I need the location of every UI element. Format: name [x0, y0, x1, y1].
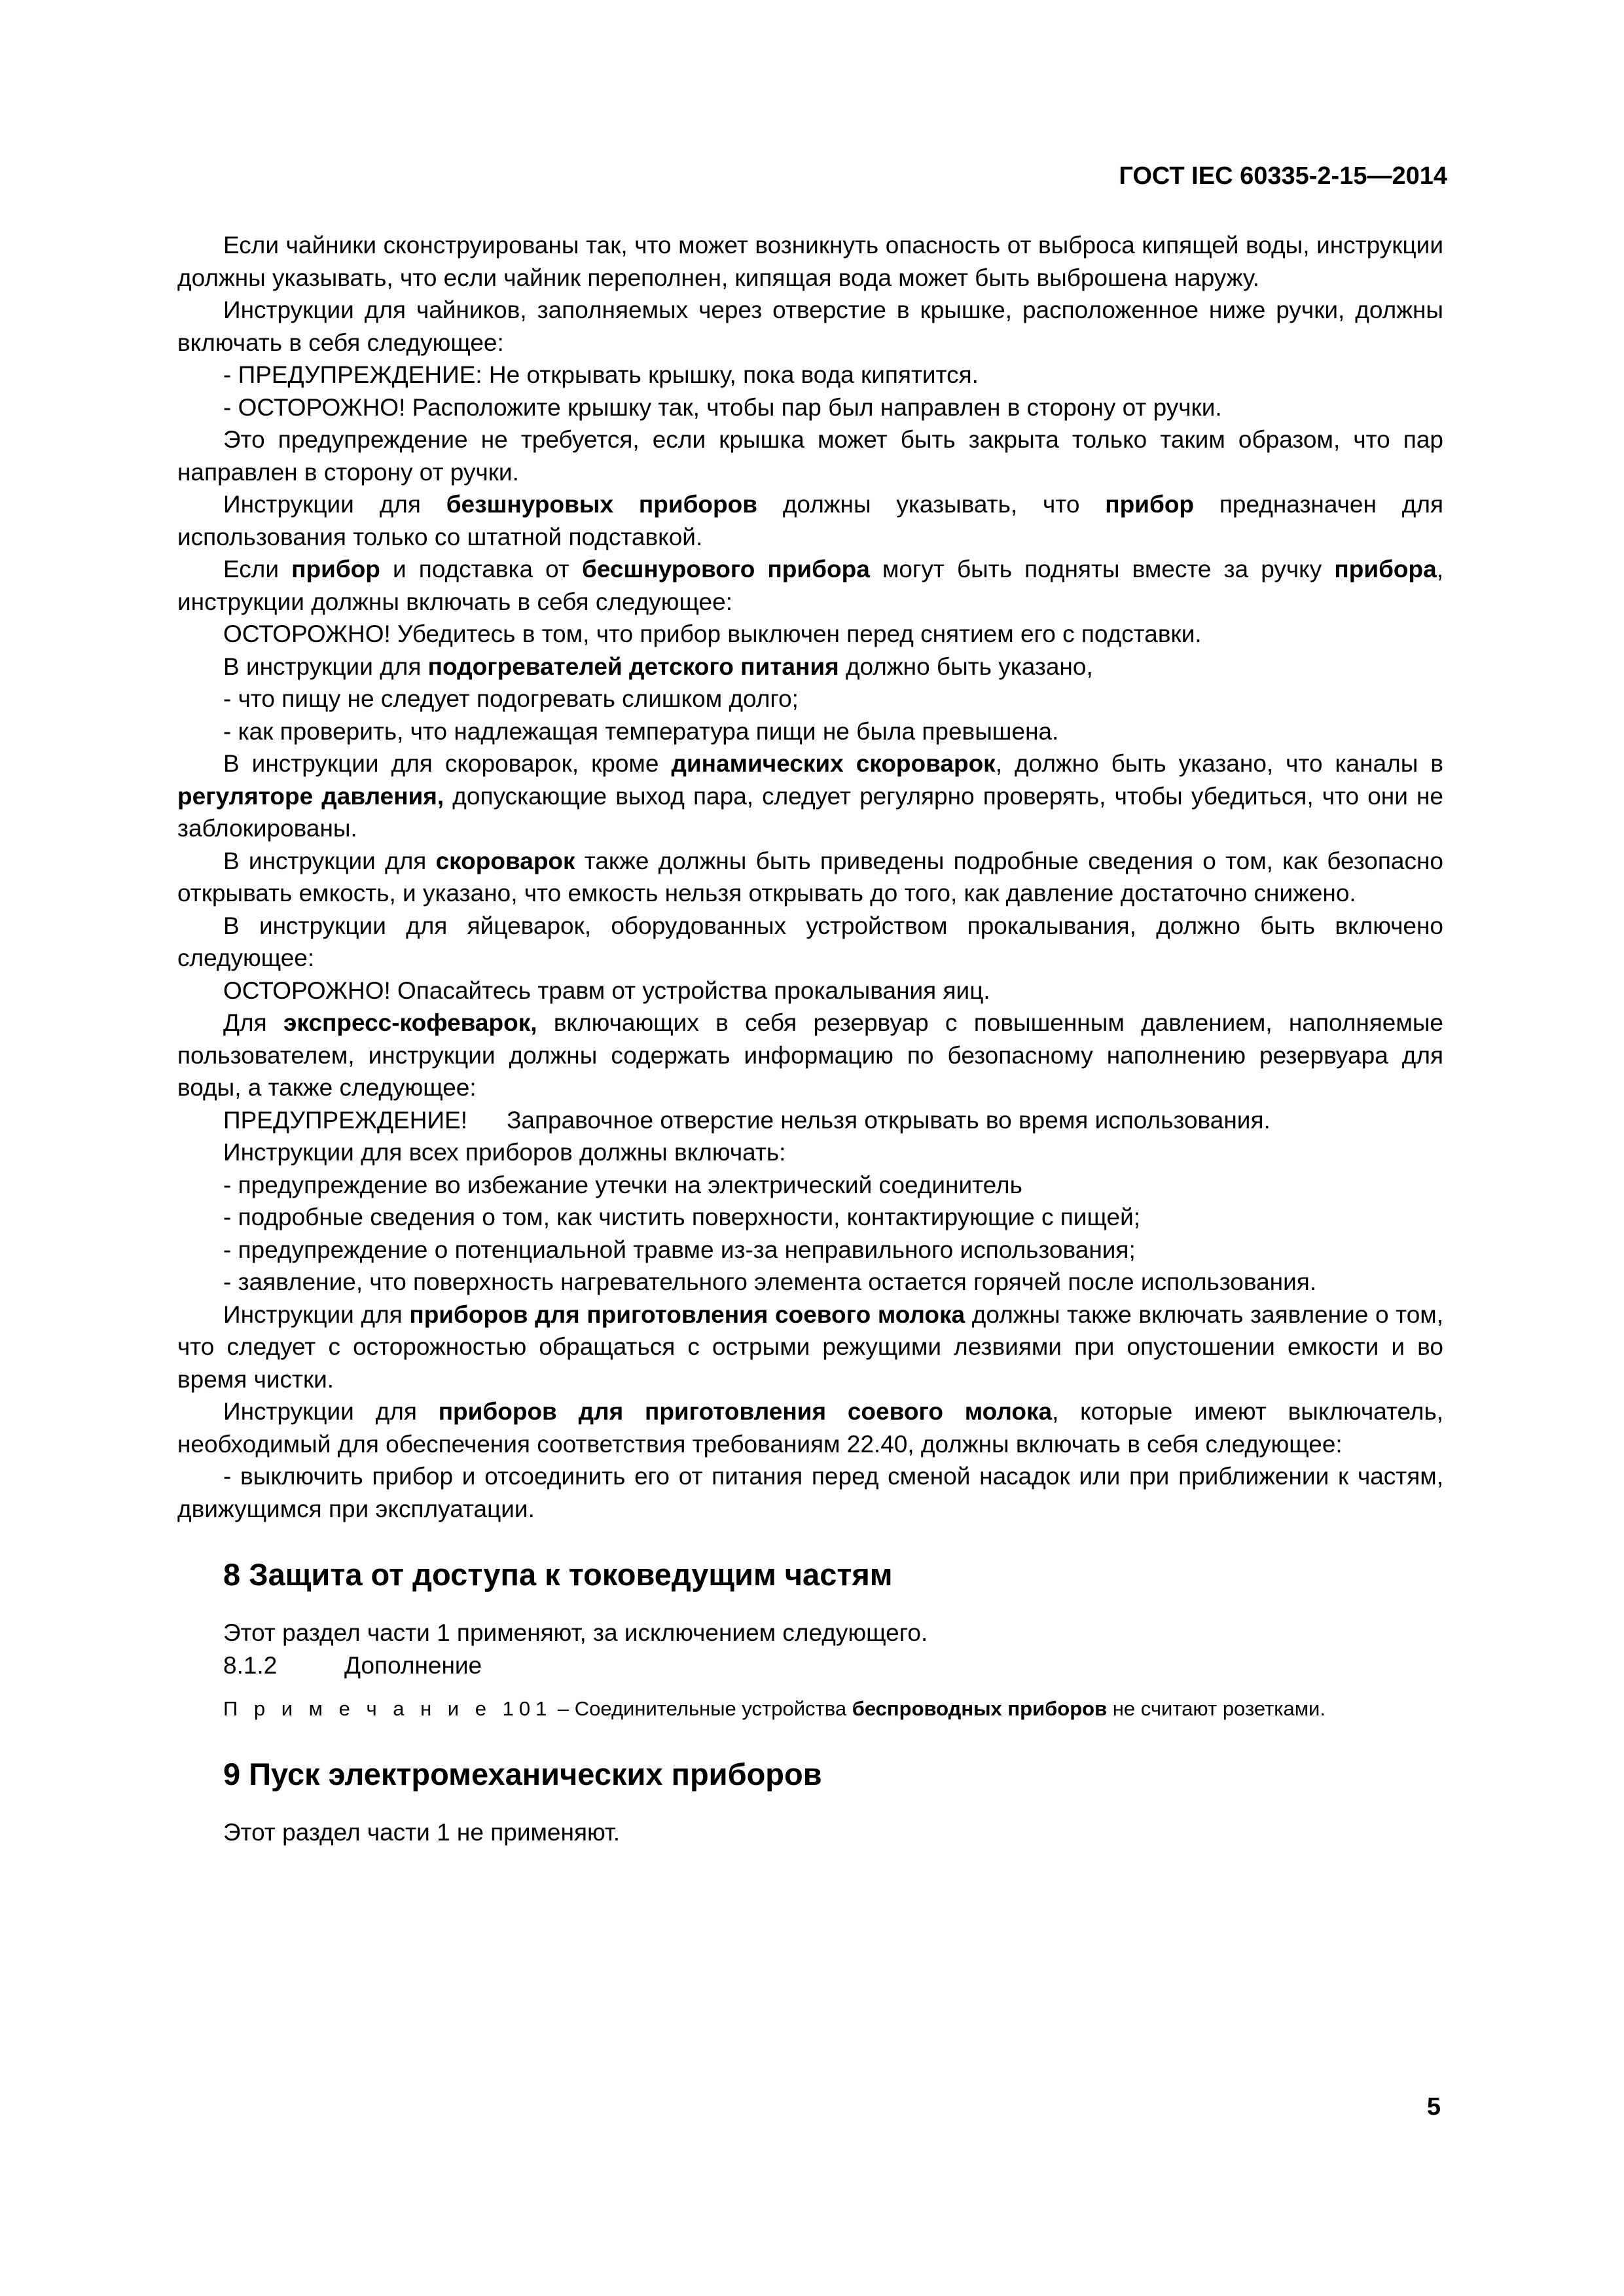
text-run: В инструкции для скороварок, кроме [223, 750, 672, 777]
clause-label: Дополнение [344, 1651, 482, 1679]
page-number: 5 [1426, 2093, 1441, 2121]
bold-term: регуляторе давления, [177, 782, 444, 810]
paragraph [177, 553, 1443, 618]
paragraph [177, 1201, 1443, 1234]
text-run: ОСТОРОЖНО! Убедитесь в том, что прибор выключен перед снятием его с подставки. [223, 620, 1202, 647]
paragraph [177, 651, 1443, 683]
standard-designation: ГОСТ IEC 60335-2-15—2014 [1119, 162, 1447, 190]
text-run: - предупреждение во избежание утечки на электрический соединитель [223, 1171, 1022, 1198]
paragraph [177, 1299, 1443, 1396]
text-run: могут быть подняты вместе за ручку [869, 556, 1335, 583]
text-run: ПРЕДУПРЕЖДЕНИЕ! [223, 1106, 468, 1134]
text-run: , должно быть указано, что каналы в [995, 750, 1443, 777]
paragraph [177, 910, 1443, 975]
text-run: Инструкции для [223, 1398, 439, 1425]
paragraph [177, 391, 1443, 424]
bold-term: беспроводных приборов [852, 1697, 1108, 1720]
text-run: , инструкции должны включать в себя следующее: [177, 556, 1443, 615]
bold-term: динамических скороварок [671, 750, 996, 777]
text-run: не считают розетками. [1107, 1697, 1326, 1720]
paragraph [177, 683, 1443, 715]
bold-term: прибор [291, 556, 380, 583]
paragraph [177, 1104, 1443, 1137]
instructions-text [177, 229, 1443, 1525]
text-run: Если [223, 556, 292, 583]
text-run: и подставка от [380, 556, 582, 583]
text-run: - ОСТОРОЖНО! Расположите крышку так, чтобы пар был направлен в сторону от ручки. [223, 393, 1222, 421]
text-run: ОСТОРОЖНО! Опасайтесь травм от устройства прокалывания яиц. [223, 977, 990, 1004]
text-run: В инструкции для яйцеварок, оборудованных устройством прокалывания, должно быть включено следующее: [177, 912, 1443, 971]
text-run: должны также включать заявление о том, что следует с осторожностью обращаться с острыми режущими лезвиями при опустошении емкости и во время чистки. [177, 1300, 1444, 1393]
text-run: - как проверить, что надлежащая температура пищи не была превышена. [223, 717, 1059, 745]
paragraph [177, 1007, 1443, 1104]
bold-term: прибора [1334, 556, 1437, 583]
text-run: Инструкции для [223, 491, 446, 518]
section-9-intro: Этот раздел части 1 не применяют. [223, 1819, 621, 1846]
text-run: Инструкции для [223, 1300, 410, 1328]
text-run: - ПРЕДУПРЕЖДЕНИЕ: Не открывать крышку, пока вода кипятится. [223, 361, 979, 388]
paragraph [177, 423, 1443, 488]
bold-term: бесшнурового прибора [581, 556, 870, 583]
section-8-intro: Этот раздел части 1 применяют, за исключением следующего. [223, 1619, 928, 1646]
bold-term: экспресс-кофеварок, [283, 1009, 537, 1036]
text-run: Если чайники сконструированы так, что может возникнуть опасность от выброса кипящей воды, инструкции должны указывать, что если чайник переполнен, кипящая вода может быть выброшена наружу. [177, 232, 1443, 291]
paragraph [177, 488, 1443, 553]
note-101 [223, 1695, 1443, 1723]
paragraph [177, 359, 1443, 391]
paragraph [177, 747, 1443, 845]
text-run: должно быть указано, [839, 653, 1093, 680]
section-8-heading: 8 Защита от доступа к токоведущим частям [223, 1557, 893, 1592]
paragraph [177, 229, 1443, 294]
bold-term: безшнуровых приборов [446, 491, 757, 518]
bold-term: приборов для приготовления соевого молока [409, 1300, 965, 1328]
section-9-heading: 9 Пуск электромеханических приборов [223, 1757, 822, 1791]
text-run: Инструкции для всех приборов должны включать: [223, 1139, 786, 1166]
paragraph [177, 1234, 1443, 1266]
note-label: П р и м е ч а н и е 101 [223, 1697, 552, 1720]
note-text [552, 1697, 1326, 1720]
text-run: Инструкции для чайников, заполняемых через отверстие в крышке, расположенное ниже ручки, должны включать в себя следующее: [177, 296, 1443, 356]
paragraph [177, 1395, 1443, 1460]
clause-8-1-2 [223, 1649, 1443, 1682]
text-run: В инструкции для [223, 847, 436, 874]
bold-term: приборов для приготовления соевого молока [438, 1398, 1053, 1425]
paragraph [177, 1169, 1443, 1202]
text-run: должны указывать, что [757, 491, 1106, 518]
text-run: - подробные сведения о том, как чистить поверхности, контактирующие с пищей; [223, 1204, 1141, 1230]
text-run: Заправочное отверстие нельзя открывать во время использования. [507, 1106, 1271, 1134]
text-run: - что пищу не следует подогревать слишком долго; [223, 685, 799, 712]
paragraph [177, 715, 1443, 748]
text-run: Это предупреждение не требуется, если крышка может быть закрыта только таким образом, что пар направлен в сторону от ручки. [177, 426, 1443, 486]
bold-term: прибор [1105, 491, 1195, 518]
paragraph [177, 294, 1443, 359]
document-body [177, 229, 1443, 1849]
text-run: включающих в себя резервуар с повышенным давлением, наполняемые пользователем, инструкции должны содержать информацию по безопасному наполнению резервуара для воды, а также следующее: [177, 1009, 1443, 1101]
text-run: - выключить прибор и отсоединить его от питания перед сменой насадок или при приближении к частям, движущимся при эксплуатации. [177, 1463, 1443, 1522]
text-run: – Соединительные устройства [552, 1697, 852, 1720]
bold-term: подогревателей детского питания [427, 653, 839, 680]
text-run: также должны быть приведены подробные сведения о том, как безопасно открывать емкость, и указано, что емкость нельзя открывать до того, как давление достаточно снижено. [177, 847, 1443, 906]
paragraph [177, 1460, 1443, 1525]
text-run: допускающие выход пара, следует регулярно проверять, чтобы убедиться, что они не заблокированы. [177, 782, 1443, 842]
text-run: В инструкции для [223, 653, 428, 680]
text-run: , которые имеют выключатель, необходимый для обеспечения соответствия требованиям 22.40, должны включать в себя следующее: [177, 1398, 1444, 1458]
bold-term: скороварок [435, 847, 575, 874]
text-run: - заявление, что поверхность нагревательного элемента остается горячей после использования. [223, 1268, 1317, 1295]
text-run: Для [223, 1009, 283, 1036]
text-run: - предупреждение о потенциальной травме из-за неправильного использования; [223, 1236, 1136, 1263]
paragraph [177, 1136, 1443, 1169]
paragraph [177, 1266, 1443, 1299]
text-run: предназначен для использования только со штатной подставкой. [177, 491, 1443, 550]
paragraph [177, 975, 1443, 1007]
clause-number: 8.1.2 [223, 1651, 278, 1679]
paragraph [177, 845, 1443, 910]
paragraph [177, 618, 1443, 651]
